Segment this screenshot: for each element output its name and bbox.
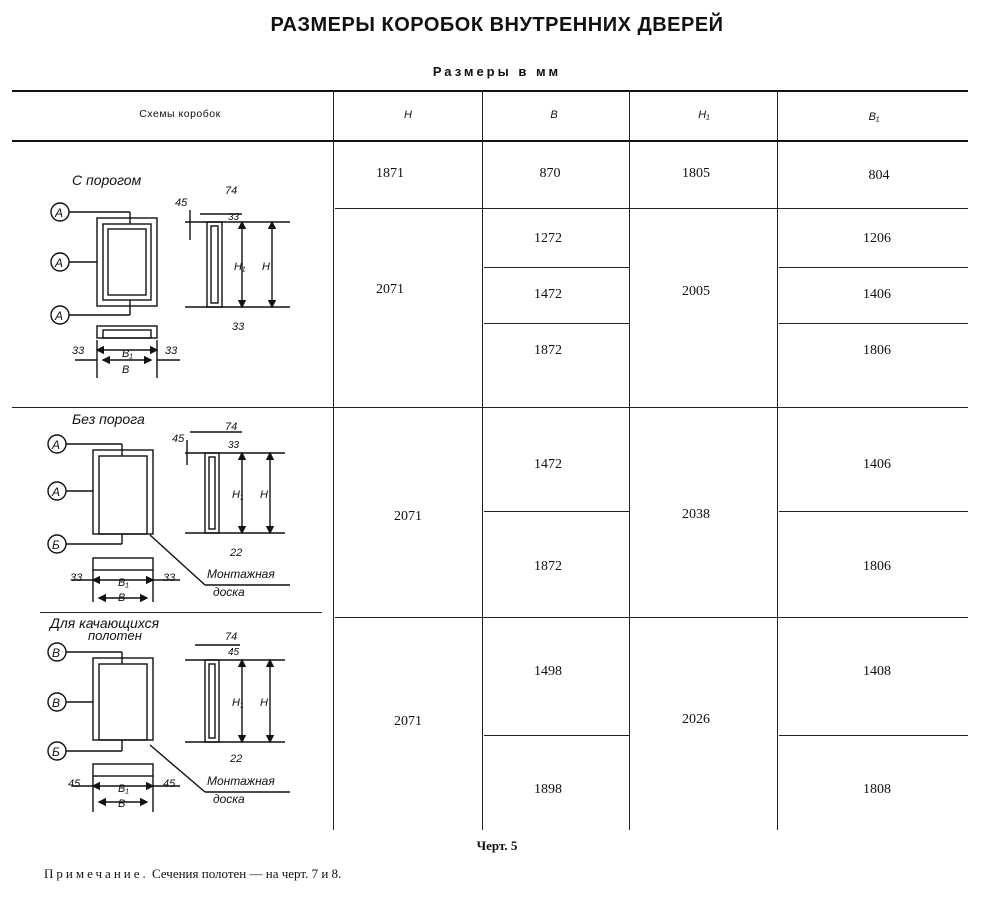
note-lead: Примечание. [44,866,149,881]
svg-text:B: B [52,646,61,660]
header-B1: B₁ [868,111,880,123]
svg-text:22: 22 [230,547,243,559]
row-rule [484,735,629,736]
row-rule [335,208,968,209]
svg-text:B₁: B₁ [122,348,133,360]
svg-text:Монтажная: Монтажная [207,774,275,788]
svg-text:Б: Б [52,538,60,552]
row-rule [484,511,629,512]
svg-text:45: 45 [228,647,240,658]
col-sep-1 [333,90,334,830]
g3-scheme-label-1: Для качающихся [50,615,160,631]
g2-scheme-label: Без порога [72,411,145,427]
svg-text:22: 22 [230,753,243,765]
svg-text:H₁: H₁ [232,697,244,709]
row-rule [779,267,968,268]
svg-text:33: 33 [163,572,176,584]
g2-row1-B: 1472 [534,457,562,472]
svg-text:74: 74 [225,631,238,643]
g1-scheme-label: С порогом [72,172,142,188]
g2-row2-B1: 1806 [863,559,891,574]
svg-text:33: 33 [165,345,178,357]
table-top-rule [12,90,968,92]
svg-text:33: 33 [70,572,83,584]
col-sep-3 [629,90,630,830]
row-rule [484,267,629,268]
row-rule [779,511,968,512]
svg-text:B: B [52,696,61,710]
svg-text:H: H [260,697,268,709]
marker-A-3 [51,306,130,324]
g3-row2-B: 1898 [534,782,562,797]
row-rule [779,323,968,324]
svg-text:H₁: H₁ [232,489,244,501]
svg-text:Б: Б [52,745,60,759]
header-H: H [404,109,412,121]
row-rule [779,735,968,736]
svg-text:B₁: B₁ [118,577,129,589]
svg-text:45: 45 [172,433,185,445]
group-divider-2-right [335,617,968,618]
g1-first-H1: 1805 [682,166,710,181]
units-label: Размеры в мм [432,64,562,79]
svg-text:Монтажная: Монтажная [207,567,275,581]
g3-H: 2071 [394,714,422,729]
page-title: РАЗМЕРЫ КОРОБОК ВНУТРЕННИХ ДВЕРЕЙ [270,14,724,36]
col-sep-4 [777,90,778,830]
svg-text:B: B [118,592,126,604]
g3-row1-B1: 1408 [863,664,891,679]
header-B: B [550,109,558,121]
g1-row2-B1: 1406 [863,287,891,302]
col-sep-2 [482,90,483,830]
marker-V-2 [48,693,93,711]
g3-row2-B1: 1808 [863,782,891,797]
header-schemes: Схемы коробок [139,108,221,120]
svg-text:B₁: B₁ [118,783,129,795]
row-rule [484,323,629,324]
g1-row3-B1: 1806 [863,343,891,358]
svg-text:B: B [118,798,126,810]
g1-H: 2071 [376,282,404,297]
g2-row2-B: 1872 [534,559,562,574]
svg-text:B: B [122,364,130,376]
svg-text:доска: доска [213,792,245,806]
g1-row2-B: 1472 [534,287,562,302]
svg-text:74: 74 [225,185,238,197]
svg-text:A: A [55,309,64,323]
note-text: Сечения полотен — на черт. 7 и 8. [152,866,342,881]
svg-text:H: H [260,489,268,501]
marker-A-2 [51,253,97,271]
g3-row1-B: 1498 [534,664,562,679]
svg-text:A: A [52,485,61,499]
svg-text:A: A [55,206,64,220]
g2-H: 2071 [394,509,422,524]
footnote [44,866,341,882]
g1-row1-B: 1272 [534,231,562,246]
figure-caption: Черт. 5 [476,838,518,853]
marker-B-1 [48,535,122,553]
svg-text:45: 45 [175,197,188,209]
g2-H1: 2038 [682,507,710,522]
svg-text:45: 45 [163,778,176,790]
svg-text:A: A [52,438,61,452]
header-H1: H₁ [698,109,710,121]
g1-H1: 2005 [682,284,710,299]
marker-B-2 [48,742,122,760]
g1-first-B1: 804 [868,168,890,183]
g1-first-H: 1871 [376,166,404,181]
g1-row1-B1: 1206 [863,231,891,246]
svg-text:доска: доска [213,585,245,599]
svg-text:33: 33 [232,321,245,333]
g1-first-B: 870 [539,166,561,181]
svg-text:33: 33 [72,345,85,357]
g3-H1: 2026 [682,712,710,727]
svg-text:A: A [55,256,64,270]
g2-row1-B1: 1406 [863,457,891,472]
door-frame-schemes [0,140,333,835]
marker-A-5 [48,482,93,500]
svg-text:74: 74 [225,421,238,433]
svg-text:33: 33 [228,212,240,223]
g1-row3-B: 1872 [534,343,562,358]
svg-text:45: 45 [68,778,81,790]
svg-text:H₁: H₁ [234,261,246,273]
svg-text:H: H [262,261,270,273]
g3-scheme-label-2: полотен [88,628,142,643]
svg-text:33: 33 [228,440,240,451]
